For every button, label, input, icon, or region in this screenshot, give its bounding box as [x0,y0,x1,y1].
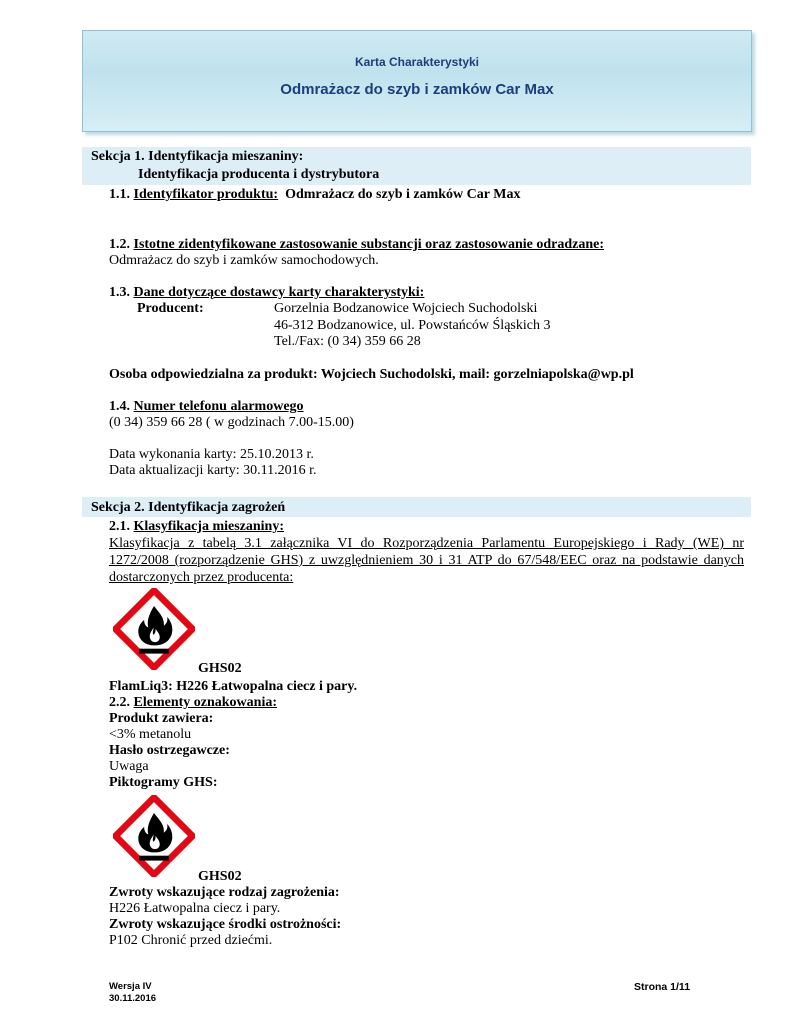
responsible-person: Osoba odpowiedzialna za produkt: Wojciech Suchodolski, mail: gorzelniapolska@wp.pl [109,367,634,382]
pictogram-2-code: GHS02 [198,869,242,884]
use-label: Istotne zidentyfikowane zastosowanie substancji oraz zastosowanie odradzane: [133,237,605,252]
section-1-heading [82,147,751,185]
emergency-heading [109,399,304,415]
identifier-value: Odmrażacz do szyb i zamków Car Max [285,187,521,202]
section-number: 1.2. [109,237,130,252]
identifier-row [109,187,520,203]
classification-label: Klasyfikacja mieszaniny: [133,519,284,534]
section-number: 1.3. [109,285,130,300]
section-1-title: Sekcja 1. Identyfikacja mieszaniny: [91,149,304,164]
ghs02-flame-icon [113,795,195,877]
producer-phone: Tel./Fax: (0 34) 359 66 28 [274,334,421,349]
section-2-title: Sekcja 2. Identyfikacja zagrożeń [91,500,286,515]
contains-label: Produkt zawiera: [109,711,214,726]
document-header [82,30,752,132]
document-subtitle: Karta Charakterystyki [354,55,480,69]
section-2-heading [82,497,751,517]
emergency-phone: (0 34) 359 66 28 ( w godzinach 7.00-15.00) [109,415,354,430]
section-number: 2.1. [109,519,130,534]
producer-name: Gorzelnia Bodzanowice Wojciech Suchodolski [274,301,538,316]
section-number: 2.2. [109,695,130,710]
identifier-label: Identyfikator produktu: [133,187,279,202]
classification-line: Klasyfikacja z tabelą 3.1 załącznika VI do Rozporządzenia Parlamentu Europejskiego i Rady (WE) nr [109,536,744,551]
signal-word-label: Hasło ostrzegawcze: [109,743,230,758]
producer-label: Producent: [137,301,204,316]
labelling-heading [109,695,277,711]
section-1-subtitle: Identyfikacja producenta i dystrybutora [138,167,380,182]
classification-line: dostarczonych przez producenta: [109,570,294,585]
use-value: Odmrażacz do szyb i zamków samochodowych. [109,253,379,268]
section-number: 1.1. [109,187,130,202]
supplier-heading [109,285,424,301]
version-label: Wersja IV [109,981,152,992]
ghs02-flame-icon [113,588,195,670]
classification-heading [109,519,284,535]
document-title: Odmrażacz do szyb i zamków Car Max [280,81,554,98]
date-updated: Data aktualizacji karty: 30.11.2016 r. [109,463,317,478]
precautionary-statements-value: P102 Chronić przed dziećmi. [109,933,273,948]
page-number: Strona 1/11 [634,981,691,993]
precautionary-statements-label: Zwroty wskazujące środki ostrożności: [109,917,342,932]
emergency-label: Numer telefonu alarmowego [133,399,304,414]
classification-text [109,535,744,586]
hazard-statements-value: H226 Łatwopalna ciecz i pary. [109,901,281,916]
footer-version [109,981,156,1005]
section-number: 1.4. [109,399,130,414]
producer-address: 46-312 Bodzanowice, ul. Powstańców Śląskich 3 [274,318,551,333]
supplier-label: Dane dotyczące dostawcy karty charakterystyki: [133,285,425,300]
pictograms-label: Piktogramy GHS: [109,775,218,790]
use-heading [109,237,604,253]
date-created: Data wykonania karty: 25.10.2013 r. [109,447,314,462]
classification-line: 1272/2008 (rozporządzenie GHS) z uwzględnieniem 30 i 31 ATP do 67/548/EEC oraz na podstawie danych [109,553,744,568]
pictogram-1-code: GHS02 [198,661,242,676]
version-date: 30.11.2016 [109,993,157,1004]
labelling-label: Elementy oznakowania: [133,695,277,710]
hazard-statements-label: Zwroty wskazujące rodzaj zagrożenia: [109,885,340,900]
contains-value: <3% metanolu [109,727,192,742]
signal-word-value: Uwaga [109,759,149,774]
hazard-classification: FlamLiq3: H226 Łatwopalna ciecz i pary. [109,679,358,694]
